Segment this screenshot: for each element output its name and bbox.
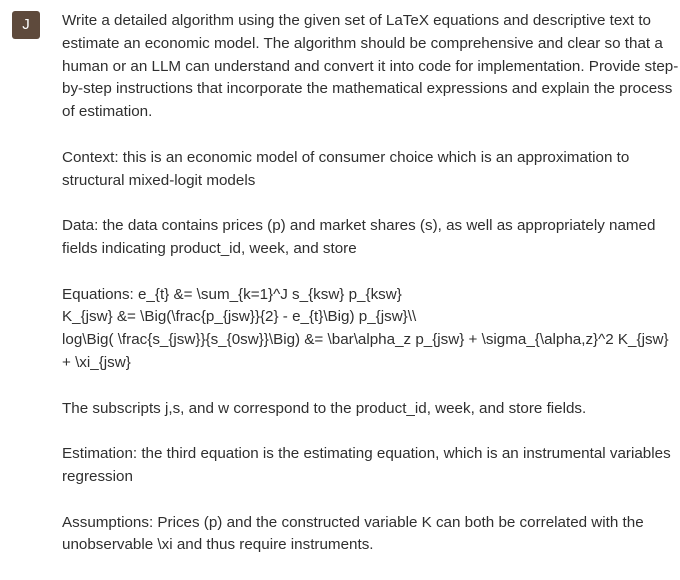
message-line: unobservable \xi and thus require instruments. bbox=[62, 536, 374, 554]
message-line: of estimation. bbox=[62, 103, 153, 121]
message-line: Assumptions: Prices (p) and the constructed variable K can both be correlated with the bbox=[62, 513, 644, 531]
prompt-paragraph bbox=[62, 10, 679, 124]
message-line: by-step instructions that incorporate the mathematical expressions and explain the process bbox=[62, 80, 673, 98]
assumptions-paragraph bbox=[62, 512, 674, 558]
message-line: Data: the data contains prices (p) and market shares (s), as well as appropriately named bbox=[62, 217, 656, 235]
estimation-paragraph bbox=[62, 443, 674, 489]
data-paragraph bbox=[62, 215, 674, 261]
message-line: Context: this is an economic model of consumer choice which is an approximation to bbox=[62, 148, 630, 166]
message-line: structural mixed-logit models bbox=[62, 171, 256, 189]
subscripts-paragraph bbox=[62, 398, 674, 421]
equations-paragraph bbox=[62, 284, 674, 375]
message-line: The subscripts j,s, and w correspond to the product_id, week, and store fields. bbox=[62, 399, 587, 417]
message-line: + \xi_{jsw} bbox=[62, 353, 131, 371]
message-line: K_{jsw} &= \Big(\frac{p_{jsw}}{2} - e_{t}\Big) p_{jsw}\\ bbox=[62, 308, 417, 326]
message-line: human or an LLM can understand and convert it into code for implementation. Provide step- bbox=[62, 57, 679, 75]
message-line: log\Big( \frac{s_{jsw}}{s_{0sw}}\Big) &= \bar\alpha_z p_{jsw} + \sigma_{\alpha,z}^2 K_{jsw} bbox=[62, 331, 669, 349]
user-message bbox=[62, 10, 679, 580]
message-line: fields indicating product_id, week, and store bbox=[62, 239, 357, 257]
user-avatar: J bbox=[12, 11, 40, 39]
message-line: Write a detailed algorithm using the given set of LaTeX equations and descriptive text to bbox=[62, 12, 652, 29]
message-line: Equations: e_{t} &= \sum_{k=1}^J s_{ksw} p_{ksw} bbox=[62, 285, 402, 303]
message-line: Estimation: the third equation is the estimating equation, which is an instrumental variables bbox=[62, 445, 671, 463]
message-line: regression bbox=[62, 467, 133, 485]
context-paragraph bbox=[62, 147, 674, 193]
message-line: estimate an economic model. The algorithm should be comprehensive and clear so that a bbox=[62, 34, 663, 52]
